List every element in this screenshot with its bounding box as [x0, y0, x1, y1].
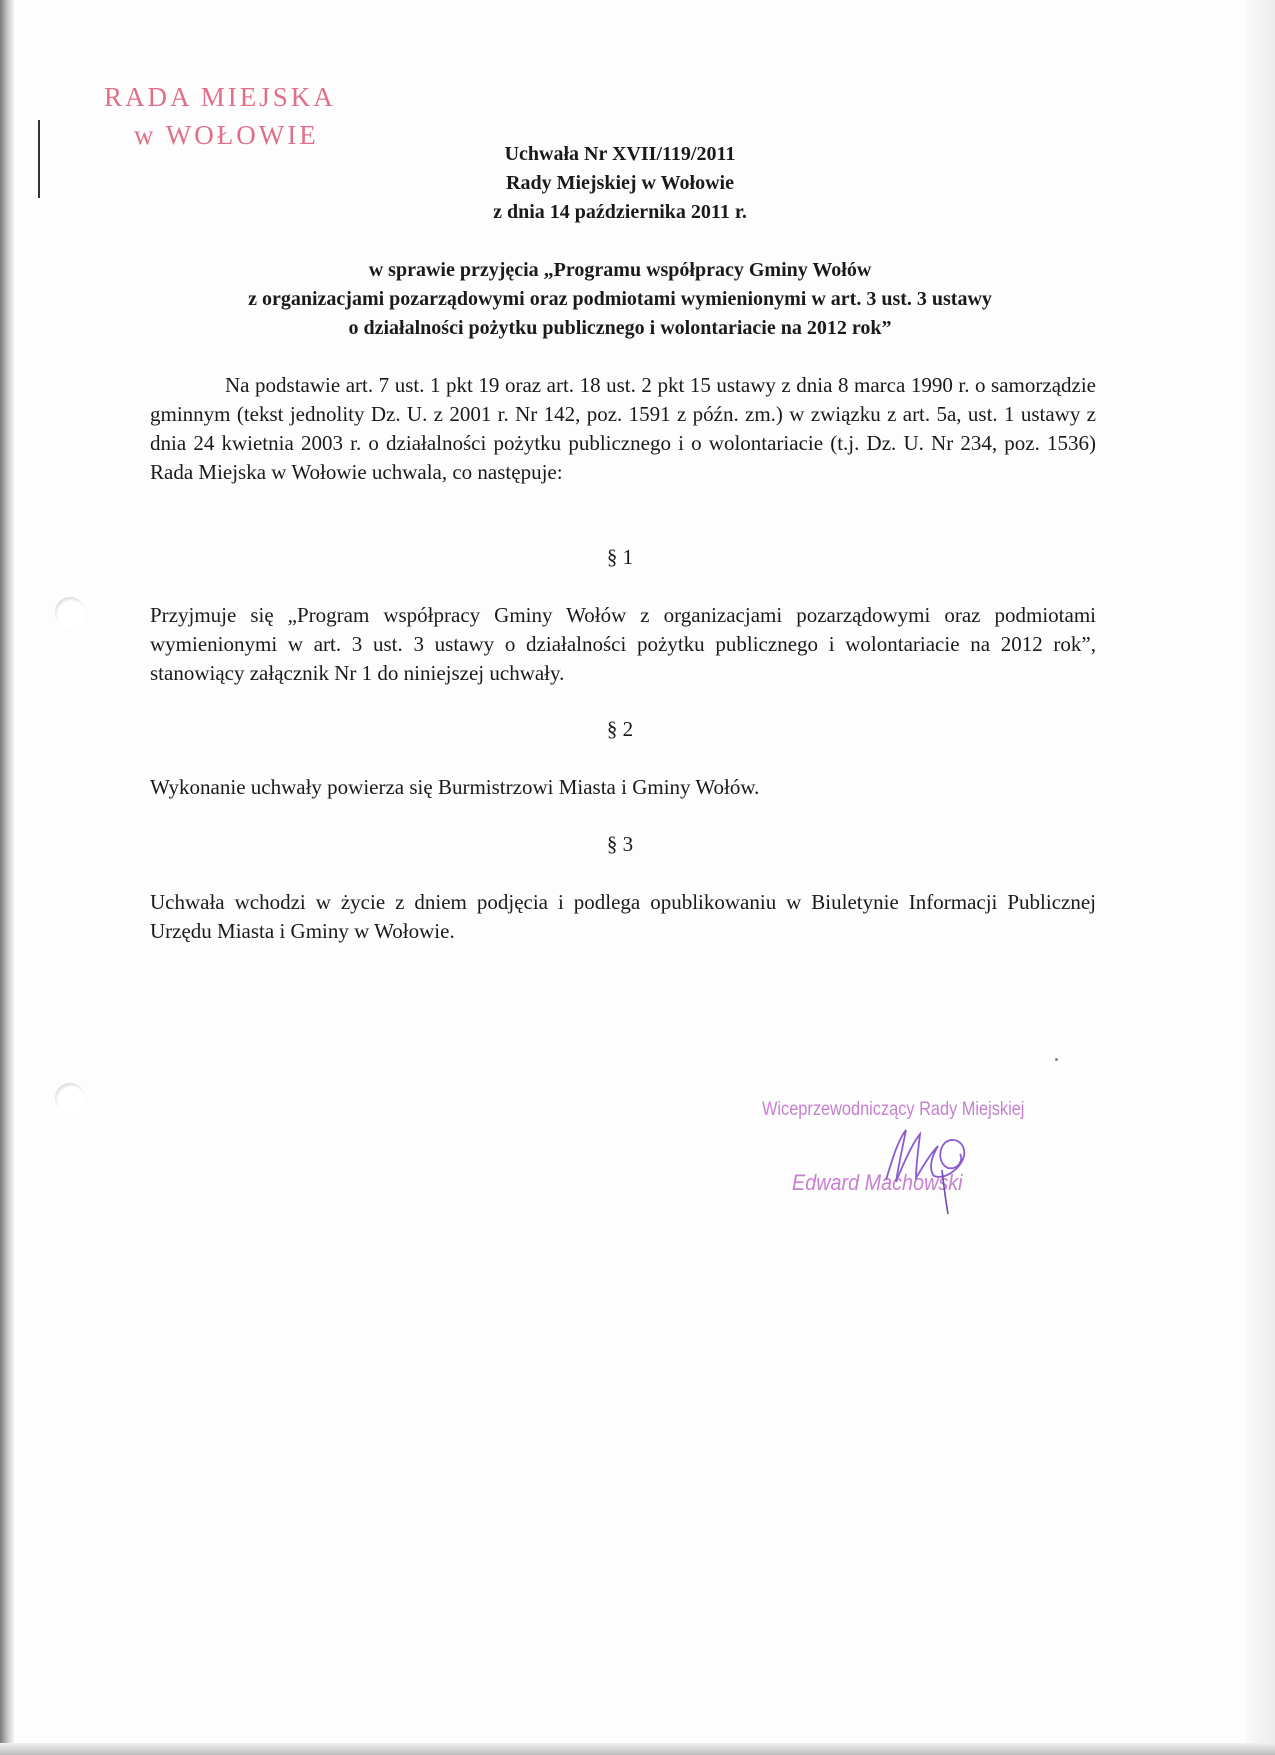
section-text-3: Uchwała wchodzi w życie z dniem podjęcia i podlega opublikowaniu w Biuletynie Informacji Publicznej Urzędu Miasta i Gminy w Wołowie.: [150, 890, 1096, 943]
scan-edge-left: [0, 0, 14, 1755]
signature-name: Edward Machowski: [792, 1170, 963, 1195]
resolution-subject: [140, 256, 1100, 343]
section-mark-1: § 1: [606, 545, 634, 569]
preamble-text: Na podstawie art. 7 ust. 1 pkt 19 oraz art. 18 ust. 2 pkt 15 ustawy z dnia 8 marca 1990 r. o samorządzie gminnym (tekst jednolity Dz. U. z 2001 r. Nr 142, poz. 1591 z późn. zm.) w związku z art. 5a, ust. 1 ustawy z dnia 24 kwietnia 2003 r. o działalności pożytku publicznego i o wolontariacie (t.j. Dz. U. Nr 234, poz. 1536) Rada Miejska w Wołowie uchwala, co następuje:: [150, 373, 1096, 484]
punch-hole-top: [55, 597, 85, 627]
section-mark-2: § 2: [606, 717, 634, 741]
scan-edge-right: [1245, 0, 1275, 1755]
resolution-header: [140, 140, 1100, 227]
scan-edge-bottom: [0, 1743, 1275, 1755]
subject-line-1: w sprawie przyjęcia „Programu współpracy Gminy Wołów: [368, 259, 872, 281]
punch-hole-bottom: [55, 1083, 85, 1113]
section-mark-3: § 3: [606, 832, 634, 856]
subject-line-3: o działalności pożytku publicznego i wolontariacie na 2012 rok”: [348, 317, 892, 339]
scan-speck: [1055, 1058, 1058, 1061]
signature-title: Wiceprzewodniczący Rady Miejskiej: [762, 1099, 1025, 1120]
subject-line-2: z organizacjami pozarządowymi oraz podmiotami wymienionymi w art. 3 ust. 3 ustawy: [248, 288, 992, 310]
resolution-issuer: Rady Miejskiej w Wołowie: [506, 172, 734, 194]
section-text-2: Wykonanie uchwały powierza się Burmistrzowi Miasta i Gminy Wołów.: [150, 775, 760, 799]
resolution-date: z dnia 14 października 2011 r.: [493, 201, 747, 223]
section-text-1: Przyjmuje się „Program współpracy Gminy Wołów z organizacjami pozarządowymi oraz podmiotami wymienionymi w art. 3 ust. 3 ustawy o działalności pożytku publicznego i wolontariacie na 2012 rok”, stanowiący załącznik Nr 1 do niniejszej uchwały.: [150, 603, 1096, 685]
preamble: [150, 371, 1096, 487]
handwritten-signature: [868, 1110, 978, 1220]
stamp-line-2: w WOŁOWIE: [134, 120, 319, 150]
resolution-number: Uchwała Nr XVII/119/2011: [504, 143, 736, 165]
margin-mark: [38, 120, 40, 198]
stamp-line-1: RADA MIEJSKA: [104, 82, 336, 112]
